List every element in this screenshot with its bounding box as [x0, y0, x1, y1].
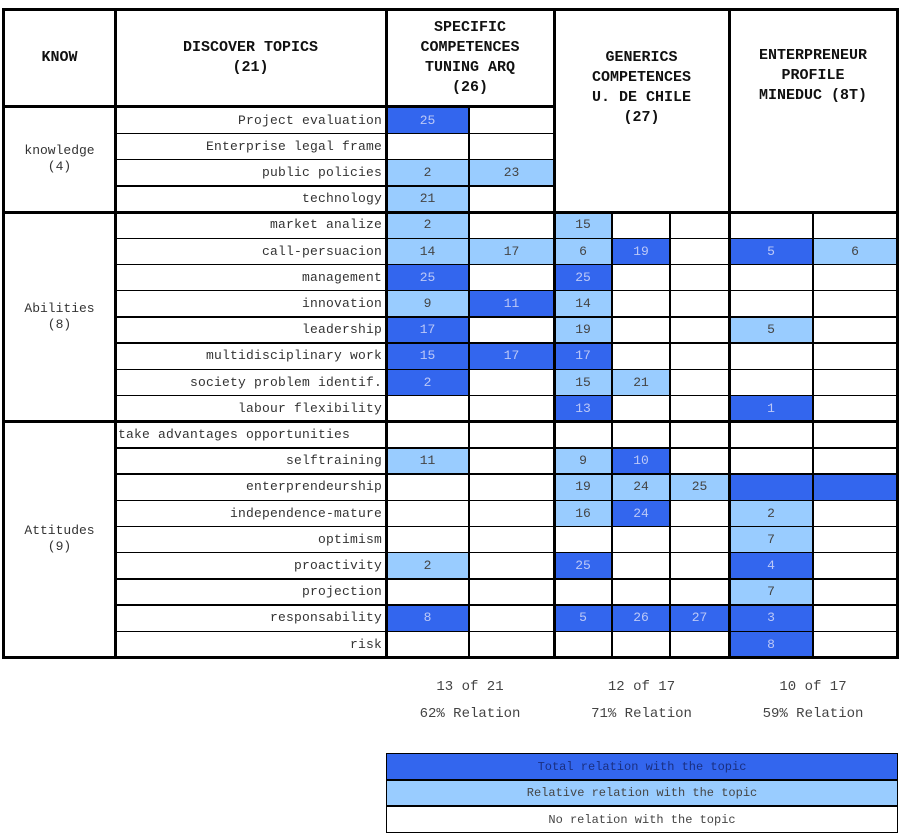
relation-cell: [554, 631, 612, 657]
relation-cell: [469, 526, 554, 552]
topic-label: public policies: [261, 164, 382, 180]
relation-cell: 17: [554, 343, 612, 369]
row-divider: [115, 290, 897, 292]
relation-cell: [670, 552, 729, 578]
topic-label: Enterprise legal frame: [205, 138, 382, 154]
relation-cell: 26: [612, 605, 670, 631]
relation-cell: [554, 186, 612, 212]
relation-cell: 14: [554, 290, 612, 316]
relation-cell: [469, 552, 554, 578]
relation-cell: [469, 605, 554, 631]
row-divider: [115, 500, 897, 502]
relation-cell: [469, 631, 554, 657]
relation-cell: 2: [386, 552, 469, 578]
relation-cell: 25: [386, 264, 469, 290]
topic-label: market analize: [269, 217, 382, 233]
relation-cell: [469, 421, 554, 447]
relation-cell: 25: [554, 552, 612, 578]
row-divider: [115, 185, 555, 187]
relation-cell: 25: [386, 107, 469, 133]
relation-cell: [386, 579, 469, 605]
cell-divider: [611, 212, 613, 657]
relation-cell: [813, 579, 897, 605]
relation-cell: [469, 448, 554, 474]
topic-label: technology: [301, 191, 382, 207]
topic-label: management: [301, 269, 382, 285]
row-divider: [115, 631, 897, 633]
relation-cell: 13: [554, 395, 612, 421]
relation-cell: [813, 212, 897, 238]
relation-cell: 24: [612, 500, 670, 526]
header-generic-competences: GENERICS COMPETENCES U. DE CHILE (27): [591, 49, 692, 126]
relation-cell: 19: [554, 474, 612, 500]
relation-cell: [554, 526, 612, 552]
relation-cell: 17: [469, 238, 554, 264]
relation-cell: 21: [612, 369, 670, 395]
relation-cell: 5: [729, 317, 813, 343]
know-group-label: Abilities (8): [24, 300, 95, 332]
relation-cell: [612, 290, 670, 316]
relation-cell: [612, 421, 670, 447]
relation-cell: [670, 343, 729, 369]
legend-relative-relation: Relative relation with the topic: [386, 780, 898, 806]
relation-cell: [612, 579, 670, 605]
relation-cell: [670, 448, 729, 474]
relation-cell: 15: [554, 212, 612, 238]
topic-label: society problem identif.: [189, 374, 382, 390]
topic-label: projection: [301, 584, 382, 600]
summary-specific-relation: 62% Relation: [419, 706, 521, 722]
relation-cell: [469, 579, 554, 605]
relation-cell: 1: [729, 395, 813, 421]
relation-cell: 6: [813, 238, 897, 264]
relation-cell: [670, 238, 729, 264]
relation-cell: [670, 159, 729, 185]
relation-cell: [813, 448, 897, 474]
relation-cell: 16: [554, 500, 612, 526]
relation-cell: [554, 579, 612, 605]
relation-cell: [554, 421, 612, 447]
header-discover-topics: DISCOVER TOPICS (21): [182, 39, 319, 76]
relation-cell: [386, 500, 469, 526]
relation-cell: 27: [670, 605, 729, 631]
relation-cell: [469, 317, 554, 343]
relation-cell: 2: [386, 159, 469, 185]
topic-label: Project evaluation: [237, 112, 382, 128]
relation-cell: 5: [729, 238, 813, 264]
relation-cell: 19: [554, 317, 612, 343]
relation-cell: 11: [386, 448, 469, 474]
relation-cell: [386, 133, 469, 159]
relation-cell: [386, 526, 469, 552]
row-divider: [115, 447, 897, 449]
header-know: KNOW: [41, 49, 78, 66]
relation-cell: [729, 369, 813, 395]
row-divider: [115, 159, 555, 161]
row-divider: [115, 421, 897, 423]
relation-cell: [670, 500, 729, 526]
row-divider: [115, 604, 897, 606]
relation-cell: [670, 631, 729, 657]
topic-label: take advantages opportunities: [118, 426, 351, 442]
relation-cell: 4: [729, 552, 813, 578]
topic-label: leadership: [301, 322, 382, 338]
relation-cell: 8: [386, 605, 469, 631]
relation-cell: [729, 421, 813, 447]
know-group-label: Attitudes (9): [24, 523, 95, 555]
row-divider: [115, 578, 897, 580]
relation-cell: 5: [554, 605, 612, 631]
relation-cell: 8: [729, 631, 813, 657]
legend-no-relation: No relation with the topic: [386, 806, 898, 833]
row-divider: [115, 552, 897, 554]
relation-cell: [469, 369, 554, 395]
summary-enterpreneur-count: 10 of 17: [779, 679, 847, 695]
row-divider: [115, 526, 897, 528]
row-divider: [115, 342, 897, 344]
relation-cell: [813, 133, 897, 159]
row-divider: [115, 133, 555, 135]
relation-cell: [813, 159, 897, 185]
relation-cell: 10: [612, 448, 670, 474]
row-divider: [115, 238, 897, 240]
row-divider: [115, 369, 897, 371]
relation-cell: 17: [469, 343, 554, 369]
relation-cell: 17: [386, 317, 469, 343]
topic-label: selftraining: [285, 453, 382, 469]
row-divider: [115, 211, 897, 213]
relation-cell: [670, 369, 729, 395]
relation-cell: [612, 186, 670, 212]
relation-cell: [612, 526, 670, 552]
relation-cell: [729, 186, 813, 212]
relation-cell: [670, 526, 729, 552]
relation-cell: [670, 264, 729, 290]
relation-cell: 23: [469, 159, 554, 185]
relation-cell: [612, 212, 670, 238]
summary-specific-count: 13 of 21: [436, 679, 504, 695]
relation-cell: [729, 264, 813, 290]
relation-cell: [813, 552, 897, 578]
relation-cell: [612, 159, 670, 185]
cell-divider: [468, 107, 470, 657]
relation-cell: 15: [386, 343, 469, 369]
relation-cell: [813, 605, 897, 631]
relation-cell: [469, 212, 554, 238]
relation-cell: [670, 186, 729, 212]
relation-cell: [813, 526, 897, 552]
relation-cell: [670, 395, 729, 421]
relation-cell: [729, 343, 813, 369]
relation-cell: 2: [729, 500, 813, 526]
summary-enterpreneur-relation: 59% Relation: [762, 706, 864, 722]
row-divider: [115, 316, 897, 318]
relation-cell: [386, 421, 469, 447]
relation-cell: [469, 500, 554, 526]
relation-cell: [729, 133, 813, 159]
topic-label: independence-mature: [229, 505, 382, 521]
relation-cell: [729, 159, 813, 185]
summary-generic-relation: 71% Relation: [591, 706, 692, 722]
topic-label: call-persuacion: [261, 243, 382, 259]
relation-cell: [386, 631, 469, 657]
relation-cell: 9: [386, 290, 469, 316]
relation-cell: [670, 579, 729, 605]
relation-cell: [670, 212, 729, 238]
relation-cell: [469, 133, 554, 159]
relation-cell: [612, 552, 670, 578]
relation-cell: [729, 448, 813, 474]
topic-label: optimism: [317, 531, 382, 547]
relation-cell: [813, 343, 897, 369]
relation-cell: 2: [386, 212, 469, 238]
summary-generic-count: 12 of 17: [607, 679, 676, 695]
relation-cell: [813, 500, 897, 526]
relation-cell: 25: [670, 474, 729, 500]
row-divider: [115, 395, 897, 397]
topic-label: risk: [349, 636, 382, 652]
topic-label: proactivity: [293, 557, 382, 573]
relation-cell: 7: [729, 526, 813, 552]
relation-cell: [612, 317, 670, 343]
header-specific-competences: SPECIFIC COMPETENCES TUNING ARQ (26): [420, 19, 520, 96]
relation-cell: 19: [612, 238, 670, 264]
relation-cell: 11: [469, 290, 554, 316]
relation-cell: [612, 395, 670, 421]
relation-cell: [729, 212, 813, 238]
cell-divider: [669, 212, 671, 657]
relation-cell: [670, 290, 729, 316]
row-divider: [115, 473, 897, 475]
legend-total-relation: Total relation with the topic: [386, 753, 898, 780]
topic-label: multidisciplinary work: [205, 348, 382, 364]
relation-cell: [612, 343, 670, 369]
relation-cell: [729, 474, 813, 500]
relation-cell: [670, 421, 729, 447]
relation-cell: [813, 186, 897, 212]
relation-cell: [386, 474, 469, 500]
relation-cell: 24: [612, 474, 670, 500]
relation-cell: [554, 159, 612, 185]
topic-label: labour flexibility: [237, 400, 382, 416]
relation-cell: 25: [554, 264, 612, 290]
relation-cell: [670, 317, 729, 343]
topic-label: innovation: [301, 295, 382, 311]
relation-cell: 6: [554, 238, 612, 264]
relation-cell: [469, 474, 554, 500]
relation-cell: [813, 317, 897, 343]
relation-cell: 14: [386, 238, 469, 264]
relation-cell: [469, 186, 554, 212]
header-enterpreneur-profile: ENTERPRENEUR PROFILE MINEDUC (8T): [758, 47, 868, 104]
topic-label: enterprendeurship: [245, 479, 382, 495]
relation-cell: [612, 264, 670, 290]
relation-cell: [813, 631, 897, 657]
relation-cell: [729, 290, 813, 316]
relation-cell: [813, 369, 897, 395]
relation-cell: [469, 395, 554, 421]
relation-cell: 21: [386, 186, 469, 212]
relation-cell: [813, 264, 897, 290]
relation-cell: [813, 474, 897, 500]
relation-cell: [813, 421, 897, 447]
cell-divider: [812, 212, 814, 657]
relation-cell: 9: [554, 448, 612, 474]
relation-cell: [469, 264, 554, 290]
relation-cell: [813, 290, 897, 316]
know-group-label: knowledge (4): [24, 143, 95, 175]
row-divider: [115, 264, 897, 266]
relation-cell: [386, 395, 469, 421]
relation-cell: [612, 631, 670, 657]
relation-cell: 2: [386, 369, 469, 395]
topic-label: responsability: [269, 610, 382, 626]
relation-cell: 3: [729, 605, 813, 631]
relation-cell: [469, 107, 554, 133]
relation-cell: [813, 395, 897, 421]
relation-cell: 7: [729, 579, 813, 605]
grid-border-bottom: [2, 656, 899, 659]
relation-cell: 15: [554, 369, 612, 395]
